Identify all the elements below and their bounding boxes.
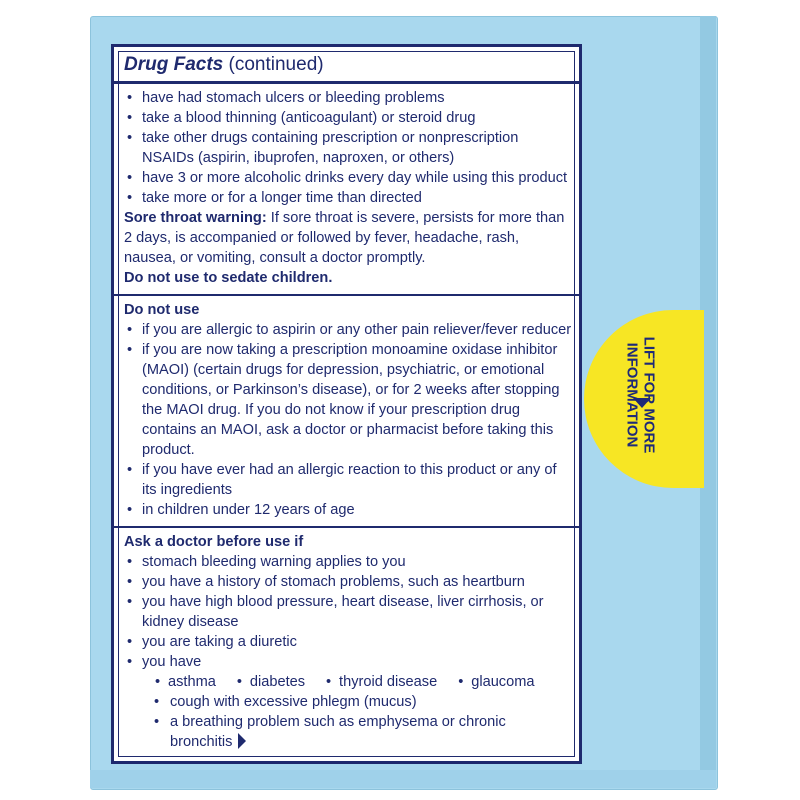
list-item: • in children under 12 years of age <box>124 500 572 520</box>
title-continued: (continued) <box>228 54 324 75</box>
lift-arrow-icon <box>633 398 651 408</box>
list-item: • you have a history of stomach problems, such as heartburn <box>124 572 572 592</box>
section-divider <box>114 294 582 296</box>
lift-tab-line1: LIFT FOR MORE <box>640 336 657 454</box>
list-item: • take other drugs containing prescription or nonprescription NSAIDs (aspirin, ibuprofen, naproxen, or others) <box>124 128 572 168</box>
conditions-row <box>124 672 572 692</box>
do-not-use-heading: Do not use <box>124 302 200 318</box>
list-item: • have 3 or more alcoholic drinks every day while using this product <box>124 168 572 188</box>
list-item: • take more or for a longer time than directed <box>124 188 572 208</box>
sore-throat-warning <box>124 208 572 268</box>
list-item: • have had stomach ulcers or bleeding problems <box>124 88 572 108</box>
list-item: • you have high blood pressure, heart disease, liver cirrhosis, or kidney disease <box>124 592 572 632</box>
ask-doctor-heading: Ask a doctor before use if <box>124 534 304 550</box>
title-divider <box>114 81 582 84</box>
sedate-children-warning: Do not use to sedate children. <box>124 270 333 286</box>
sore-throat-text: If sore throat is severe, persists for more than 2 days, is accompanied or followed by fever, headache, rash, nausea, or vomiting, consult a doctor promptly. <box>124 210 565 266</box>
lift-tab-line2: INFORMATION <box>623 342 640 448</box>
condition-item: • thyroid disease <box>323 672 437 692</box>
condition-item-last <box>152 712 572 752</box>
condition-item: • cough with excessive phlegm (mucus) <box>152 692 572 712</box>
drug-facts-content <box>124 53 572 752</box>
ask-doctor-list <box>124 552 572 672</box>
package-bottom-edge <box>90 770 716 788</box>
condition-text: a breathing problem such as emphysema or chronic bronchitis <box>170 714 506 750</box>
conditions-more <box>124 692 572 752</box>
condition-item: • asthma <box>152 672 216 692</box>
warnings-list <box>124 88 572 208</box>
list-item: • you have <box>124 652 572 672</box>
continue-arrow-icon <box>238 733 246 749</box>
list-item: • if you are allergic to aspirin or any other pain reliever/fever reducer <box>124 320 572 340</box>
list-item: • take a blood thinning (anticoagulant) or steroid drug <box>124 108 572 128</box>
list-item: • if you are now taking a prescription monoamine oxidase inhibitor (MAOI) (certain drugs for depression, psychiatric, or emotional conditions, or Parkinson’s disease), or for 2 weeks after stopping the MAOI drug. If you do not know if your prescription drug contains an MAOI, ask a doctor or pharmacist before taking this product. <box>124 340 572 460</box>
condition-item: • diabetes <box>234 672 305 692</box>
lift-tab-label[interactable] <box>585 300 695 490</box>
do-not-use-list <box>124 320 572 520</box>
condition-item: • glaucoma <box>455 672 534 692</box>
list-item: • if you have ever had an allergic reaction to this product or any of its ingredients <box>124 460 572 500</box>
list-item: • you are taking a diuretic <box>124 632 572 652</box>
drug-facts-panel <box>111 44 582 764</box>
drug-facts-title <box>124 53 572 77</box>
sore-throat-label: Sore throat warning: <box>124 210 267 226</box>
section-divider <box>114 526 582 528</box>
title-drug-facts: Drug Facts <box>124 54 224 75</box>
list-item: • stomach bleeding warning applies to you <box>124 552 572 572</box>
